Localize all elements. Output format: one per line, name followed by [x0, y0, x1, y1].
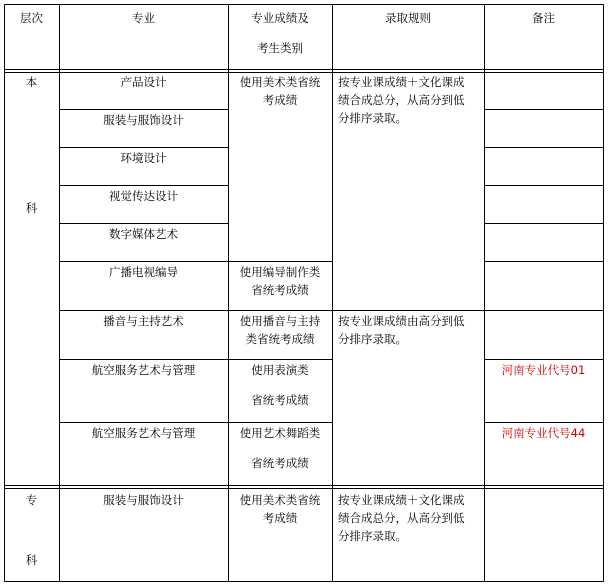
junior-rule-line3: 分排序录取。 — [338, 529, 407, 543]
junior-score-line2: 考成绩 — [262, 511, 298, 525]
rule-major-only — [332, 312, 484, 348]
score-art-line1: 使用美术类省统 — [239, 75, 321, 89]
junior-rule-combined — [332, 491, 484, 545]
rule-combined — [332, 73, 484, 127]
score-directing-line2: 省统考成绩 — [251, 283, 309, 297]
note-henan-01: 河南专业代号01 — [501, 363, 586, 377]
junior-rule-line2: 绩合成总分，从高分到低 — [338, 511, 465, 525]
major-digital-media: 数字媒体艺术 — [109, 227, 178, 241]
note-henan-44: 河南专业代号44 — [501, 426, 586, 440]
rule-combined-line1: 按专业课成绩＋文化课成 — [338, 75, 465, 89]
major-broadcasting-hosting: 播音与主持艺术 — [103, 314, 184, 328]
score-dance — [228, 424, 332, 472]
rule-major-only-line1: 按专业课成绩由高分到低 — [338, 314, 465, 328]
major-tv-directing: 广播电视编导 — [109, 265, 178, 279]
score-directing — [228, 263, 332, 299]
score-broadcast-line2: 类省统考成绩 — [245, 332, 315, 346]
major-environment-design: 环境设计 — [120, 151, 167, 165]
header-rule: 录取规则 — [385, 11, 431, 25]
level-undergrad-char1: 本 — [25, 75, 38, 89]
level-junior-char1: 专 — [25, 493, 38, 507]
score-dance-line1: 使用艺术舞蹈类 — [239, 426, 321, 440]
major-aviation-service-2: 航空服务艺术与管理 — [91, 426, 196, 440]
header-score-line2: 考生类别 — [257, 41, 303, 55]
header-level: 层次 — [20, 11, 43, 25]
rule-combined-line2: 绩合成总分，从高分到低 — [338, 93, 465, 107]
junior-major-fashion-design: 服装与服饰设计 — [103, 493, 184, 507]
header-major: 专业 — [132, 11, 155, 25]
score-perform-line1: 使用表演类 — [251, 363, 309, 377]
score-art — [228, 73, 332, 109]
header-score — [228, 9, 332, 57]
score-perform — [228, 361, 332, 409]
junior-rule-line1: 按专业课成绩＋文化课成 — [338, 493, 465, 507]
major-fashion-design: 服装与服饰设计 — [103, 113, 184, 127]
score-directing-line1: 使用编导制作类 — [239, 265, 321, 279]
major-product-design: 产品设计 — [120, 75, 167, 89]
score-art-line2: 考成绩 — [262, 93, 298, 107]
level-undergrad-char2: 科 — [25, 201, 38, 215]
junior-score-line1: 使用美术类省统 — [239, 493, 321, 507]
rule-major-only-line2: 分排序录取。 — [338, 332, 407, 346]
admission-table — [4, 4, 604, 582]
major-visual-communication: 视觉传达设计 — [109, 189, 178, 203]
header-score-line1: 专业成绩及 — [251, 11, 309, 25]
score-broadcast — [228, 312, 332, 348]
major-aviation-service-1: 航空服务艺术与管理 — [91, 363, 196, 377]
score-perform-line2: 省统考成绩 — [251, 393, 309, 407]
level-junior-char2: 科 — [25, 553, 38, 567]
rule-combined-line3: 分排序录取。 — [338, 111, 407, 125]
header-note: 备注 — [532, 11, 555, 25]
score-broadcast-line1: 使用播音与主持 — [239, 314, 321, 328]
score-dance-line2: 省统考成绩 — [251, 456, 309, 470]
junior-score-art — [228, 491, 332, 527]
